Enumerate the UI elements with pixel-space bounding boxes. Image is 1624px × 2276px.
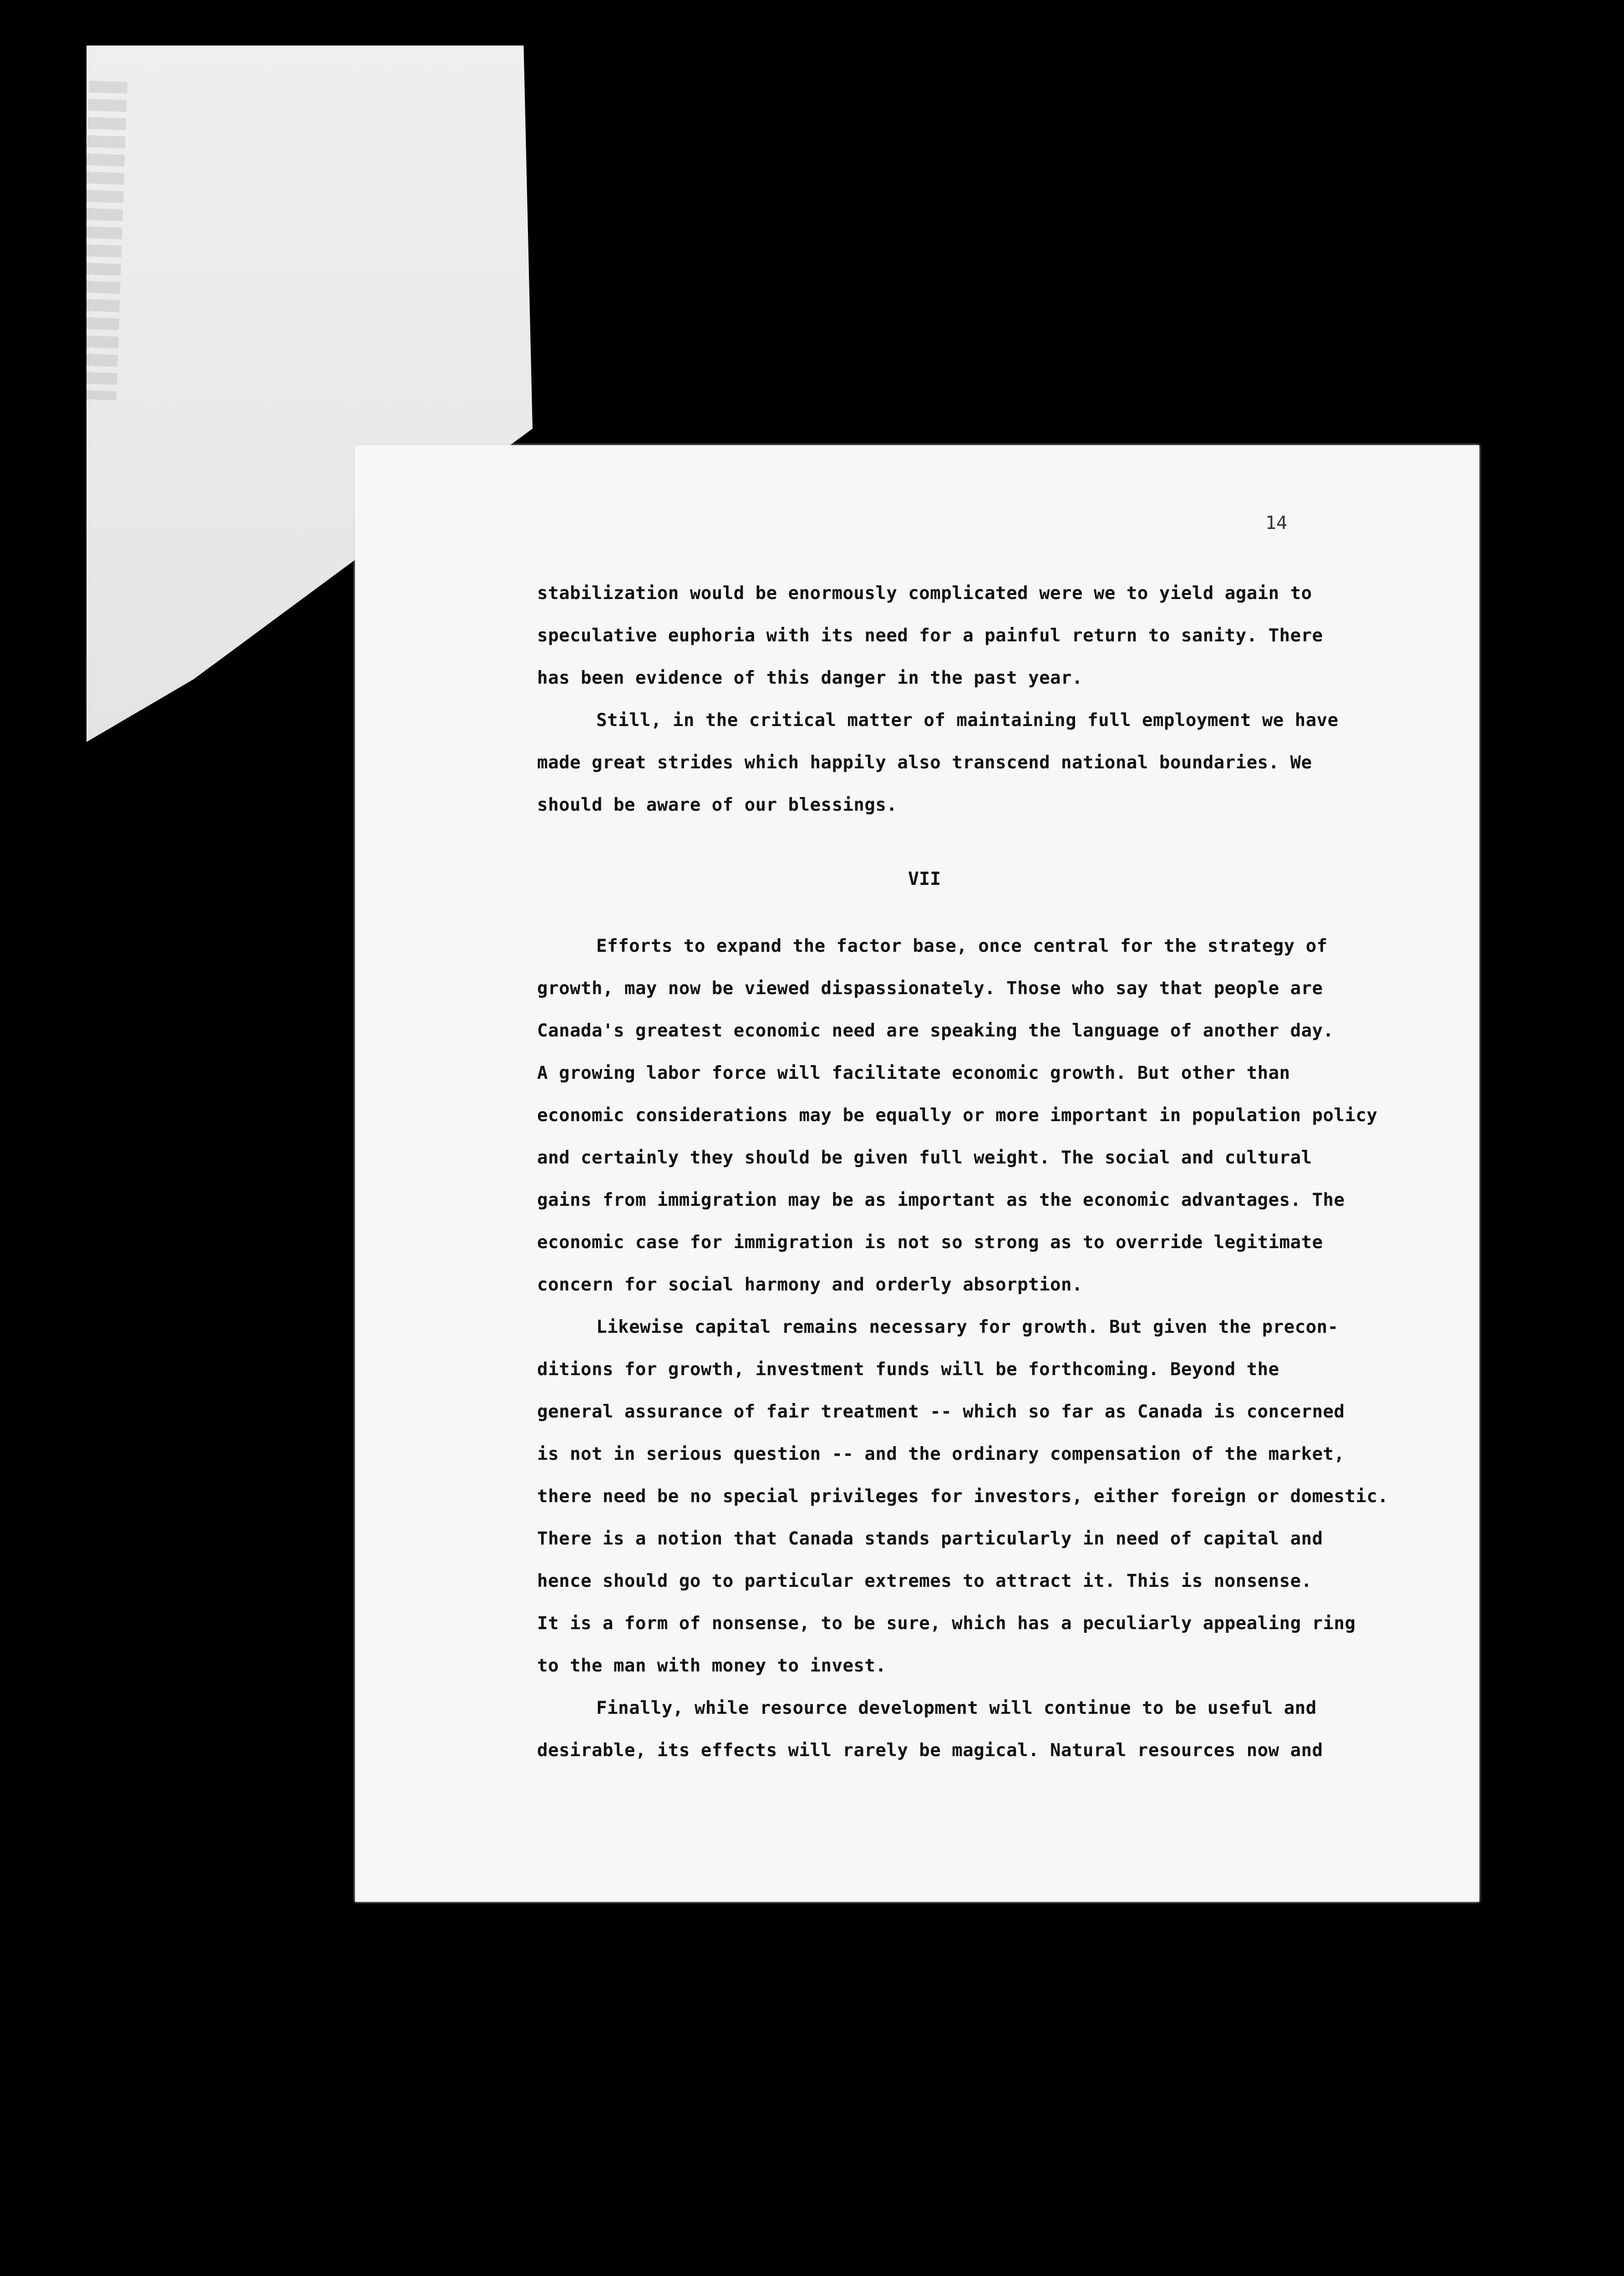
text-line: A growing labor force will facilitate economic growth. But other than — [537, 1063, 1290, 1083]
text-line: ditions for growth, investment funds will be forthcoming. Beyond the — [537, 1359, 1279, 1380]
page-number: 14 — [1265, 513, 1288, 533]
text-line: desirable, its effects will rarely be magical. Natural resources now and — [537, 1740, 1323, 1761]
text-line: hence should go to particular extremes to attract it. This is nonsense. — [537, 1571, 1312, 1591]
text-line: to the man with money to invest. — [537, 1656, 887, 1676]
text-line: It is a form of nonsense, to be sure, which has a peculiarly appealing ring — [537, 1613, 1356, 1634]
bleed-through-text — [0, 71, 127, 400]
document-page — [355, 445, 1479, 1902]
text-line: There is a notion that Canada stands particularly in need of capital and — [537, 1529, 1323, 1549]
text-line: there need be no special privileges for investors, either foreign or domestic. — [537, 1486, 1389, 1507]
text-line: Still, in the critical matter of maintaining full employment we have — [596, 710, 1339, 731]
text-line: economic considerations may be equally or more important in population policy — [537, 1105, 1378, 1126]
text-line: Likewise capital remains necessary for growth. But given the precon- — [596, 1317, 1339, 1337]
text-line: Efforts to expand the factor base, once central for the strategy of — [596, 936, 1328, 956]
text-line: is not in serious question -- and the ordinary compensation of the market, — [537, 1444, 1345, 1464]
text-line: has been evidence of this danger in the past year. — [537, 668, 1083, 688]
section-heading: VII — [908, 869, 941, 889]
text-line: economic case for immigration is not so strong as to override legitimate — [537, 1232, 1323, 1253]
text-line: Canada's greatest economic need are speaking the language of another day. — [537, 1021, 1334, 1041]
text-line: and certainly they should be given full weight. The social and cultural — [537, 1148, 1312, 1168]
text-line: made great strides which happily also transcend national boundaries. We — [537, 752, 1312, 773]
text-line: concern for social harmony and orderly absorption. — [537, 1275, 1083, 1295]
text-line: Finally, while resource development will continue to be useful and — [596, 1698, 1317, 1718]
text-line: general assurance of fair treatment -- which so far as Canada is concerned — [537, 1402, 1345, 1422]
text-line: growth, may now be viewed dispassionately. Those who say that people are — [537, 978, 1323, 999]
text-line: gains from immigration may be as important as the economic advantages. The — [537, 1190, 1345, 1210]
text-line: stabilization would be enormously complicated were we to yield again to — [537, 583, 1312, 604]
text-line: should be aware of our blessings. — [537, 795, 898, 815]
text-line: speculative euphoria with its need for a painful return to sanity. There — [537, 625, 1323, 646]
